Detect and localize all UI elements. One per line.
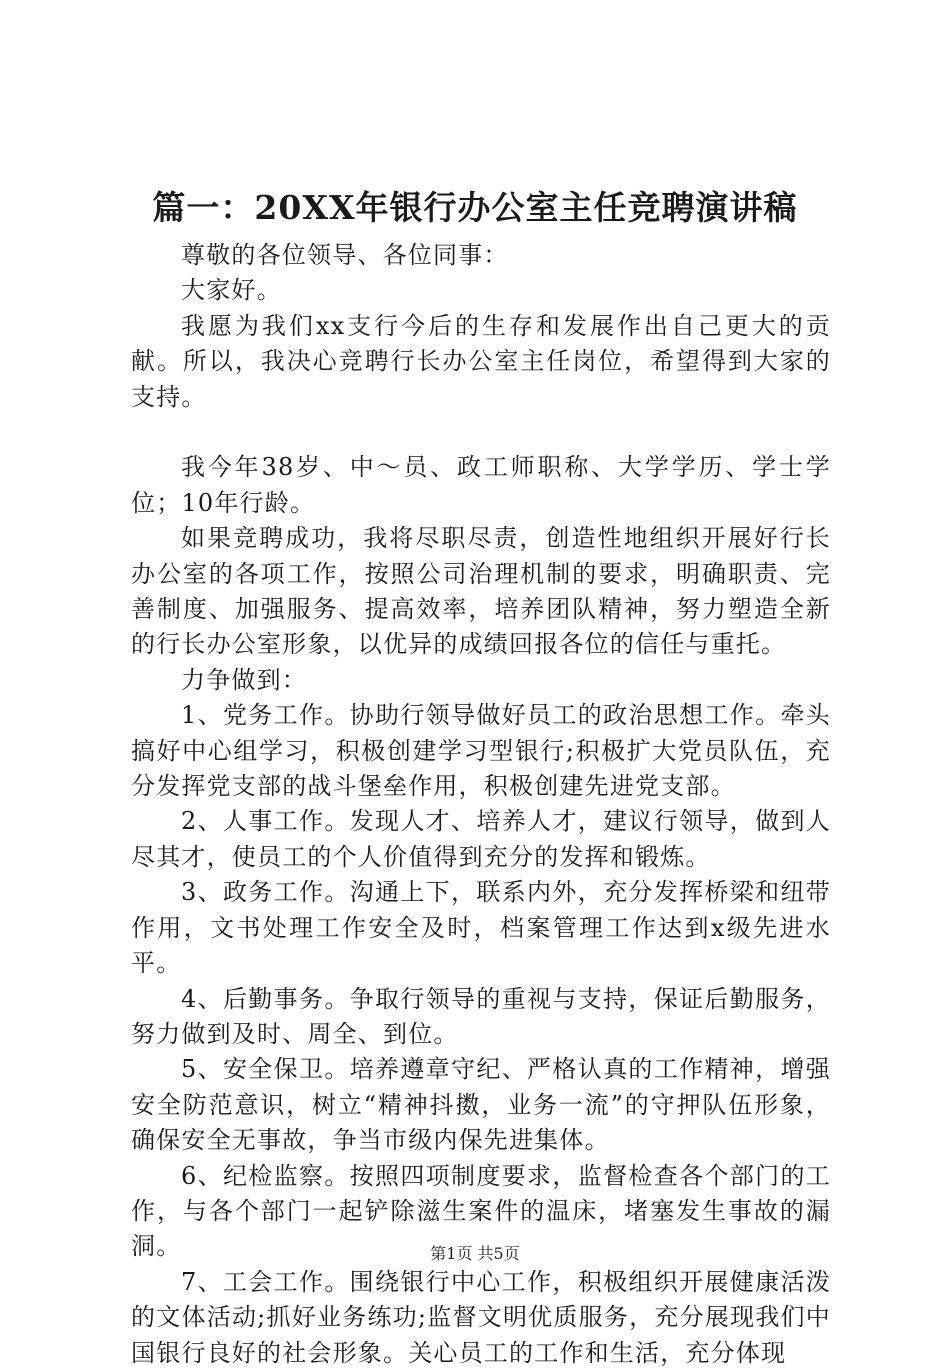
paragraph-goals-intro: 力争做到： [181, 665, 307, 694]
paragraph-item-1: 1、党务工作。协助行领导做好员工的政治思想工作。牵头搞好中心组学习，积极创建学习型银行;积极扩大党员队伍，充分发挥党支部的战斗堡垒作用，积极创建先进党支部。 [131, 701, 831, 801]
page-footer [0, 1244, 950, 1264]
paragraph-item-7: 7、工会工作。围绕银行中心工作，积极组织开展健康活泼的文体活动;抓好业务练功;监督文明优质服务，充分展现我们中国银行良好的社会形象。关心员工的工作和生活，充分体现 [131, 1267, 831, 1367]
paragraph-item-4: 4、后勤事务。争取行领导的重视与支持，保证后勤服务，努力做到及时、周全、到位。 [131, 984, 831, 1048]
paragraph-profile: 我今年38岁、中～员、政工师职称、大学学历、学士学位；10年行龄。 [131, 453, 831, 517]
paragraph-intent: 我愿为我们xx支行今后的生存和发展作出自己更大的贡献。所以，我决心竞聘行长办公室主任岗位，希望得到大家的支持。 [131, 311, 831, 411]
paragraph-salutation: 尊敬的各位领导、各位同事： [181, 241, 509, 269]
document-body [131, 238, 831, 1371]
paragraph-item-2: 2、人事工作。发现人才、培养人才，建议行领导，做到人尽其才，使员工的个人价值得到充分的发挥和锻炼。 [131, 807, 831, 871]
paragraph-item-3: 3、政务工作。沟通上下，联系内外，充分发挥桥梁和纽带作用，文书处理工作安全及时，档案管理工作达到x级先进水平。 [131, 878, 831, 978]
document-title: 篇一：20XX年银行办公室主任竞聘演讲稿 [152, 188, 798, 227]
paragraph-commitment: 如果竞聘成功，我将尽职尽责，创造性地组织开展好行长办公室的各项工作，按照公司治理机制的要求，明确职责、完善制度、加强服务、提高效率，培养团队精神，努力塑造全新的行长办公室形象，以优异的成绩回报各位的信任与重托。 [131, 524, 831, 659]
page-number: 第1页 共5页 [430, 1244, 520, 1263]
paragraph-item-6: 6、纪检监察。按照四项制度要求，监督检查各个部门的工作，与各个部门一起铲除滋生案件的温床，堵塞发生事故的漏洞。 [131, 1161, 831, 1261]
paragraph-greeting: 大家好。 [181, 276, 282, 305]
paragraph-item-5: 5、安全保卫。培养遵章守纪、严格认真的工作精神，增强安全防范意识，树立“精神抖擞，业务一流”的守押队伍形象，确保安全无事故，争当市级内保先进集体。 [131, 1055, 831, 1155]
paragraph-spacer [131, 415, 831, 450]
